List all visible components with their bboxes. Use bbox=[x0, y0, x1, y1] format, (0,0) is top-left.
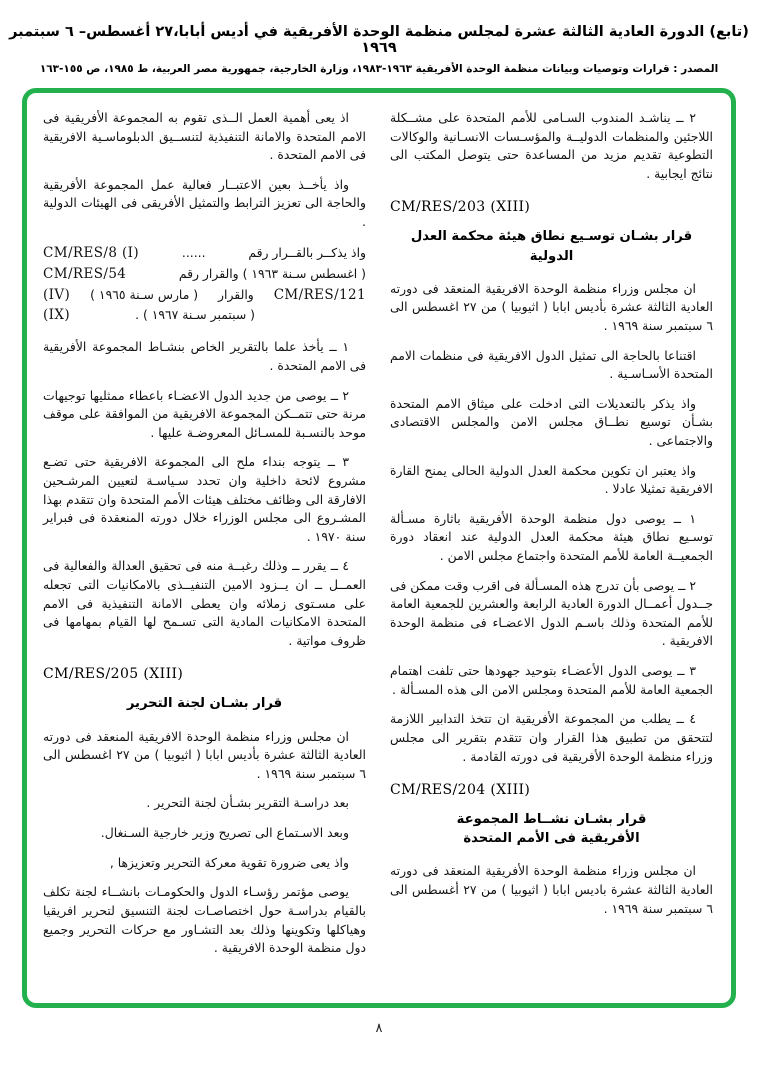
paragraph-operative-4: ٤ ــ يطلب من المجموعة الأفريقية ان تتخذ التدابير اللازمة لتتحقق من تطبيق هذا القرار وان تتقدم بتقرير الى مجلس وزراء منظمة الوحدة الأفريقية فى دورته القادمة . bbox=[390, 711, 713, 764]
resolution-title-line-1: قرار بشـان نشــاط المجموعة bbox=[456, 812, 647, 828]
paragraph-council-session: ان مجلس وزراء منظمة الوحدة الأفريقية المنعقد فى دورته العادية الثالثة عشرة باديس ابابا ( اثيوبيا ) من ٢٧ أغسطس الى ٦ سبتمبر سنة ١٩٦٩ . bbox=[390, 863, 713, 916]
paragraph-preamble: واذ يأخــذ بعين الاعتبــار فعالية عمل المجموعة الأفريقية والحاجة الى تعزيز الترابط والتمثيل الأفريقى فى الهيئات الدولية . bbox=[43, 176, 366, 230]
dots-leader: ...... bbox=[181, 244, 206, 260]
citation-text: واذ يذكــر بالقــرار رقم bbox=[248, 244, 366, 260]
paragraph-preamble: وبعد الاسـتماع الى تصريح وزير خارجية السـنغال. bbox=[100, 825, 349, 841]
paragraph-preamble: واذ يعتبر ان تكوين محكمة العدل الدولية الحالى يمنح القارة الافريقية تمثيلا عادلا . bbox=[390, 462, 713, 497]
paragraph-council-session: ان مجلس وزراء منظمة الوحدة الافريقية المنعقد فى دورته العادية الثالثة عشرة بأديس ابابا ( اثيوبيا ) من ٢٧ اغسطس الى ٦ سبتمبر سنة ١٩٦٩ . bbox=[390, 280, 713, 333]
citation-line bbox=[43, 264, 366, 285]
resolution-title bbox=[390, 810, 713, 848]
resolution-code: CM/RES/54 bbox=[43, 265, 127, 282]
page-number: ٨ bbox=[375, 1021, 383, 1036]
source-citation-line: المصدر : قرارات وتوصيات وبيانات منظمة الوحدة الأفريقية ١٩٦٣-١٩٨٣، وزارة الخارجية، جمهورية مصر العربية، ط ١٩٨٥، ص ١٥٥-١٦٣ bbox=[39, 63, 719, 75]
resolution-title: قرار بشـان لجنة التحرير bbox=[126, 696, 283, 712]
paragraph-council-session: ان مجلس وزراء منظمة الوحدة الافريقية المنعقد فى دورته العادية الثالثة عشرة بأديس ابابا ( اثيوبيا ) من ٢٧ اغسطس الى ٦ سبتمبر سنة ١٩٦٩ . bbox=[43, 728, 366, 781]
resolution-citation-block bbox=[43, 243, 366, 327]
right-column bbox=[390, 109, 713, 993]
citation-text: والقرار bbox=[218, 286, 254, 302]
resolution-code: CM/RES/121 bbox=[273, 286, 366, 303]
citation-text: ( اغسطس سـنة ١٩٦٣ ) والقرار رقم bbox=[178, 265, 366, 281]
resolution-code-cm-res-204: CM/RES/204 (XIII) bbox=[390, 782, 531, 799]
session-title: (تابع) الدورة العادية الثالثة عشرة لمجلس منظمة الوحدة الأفريقية في أديس أبابا،٢٧ أغسطس– ٦ سبتمبر ١٩٦٩ bbox=[9, 24, 749, 56]
resolution-code-cm-res-203: CM/RES/203 (XIII) bbox=[390, 199, 531, 216]
page-footer bbox=[0, 1021, 758, 1036]
page-header bbox=[0, 0, 758, 75]
paragraph-operative-3: ٣ ــ يوصى الدول الأعضـاء بتوحيد جهودها حتى تلفت اهتمام الجمعية العامة للأمم المتحدة ومجلس الامن الى هذه المسـألة . bbox=[390, 663, 713, 697]
citation-text: ( سبتمبر سـنة ١٩٦٧ ) . bbox=[135, 307, 255, 323]
resolution-title: قرار بشـان توسـيع نطاق هيئة محكمة العدل الدولية bbox=[410, 229, 693, 264]
paragraph-operative-4: ٤ ــ يقرر ــ وذلك رغبــة منه فى تحقيق العدالة والفعالية فى العمــل ــ ان يــزود الامين التنفيــذى بالامكانيات التى تجعله على مسـتوى زملائه وان يعطى الامانة التنفيذية فى الامم المتحدة الامكانيات المادية التى تسـمح لها القيام بمهامها فى ظروف مواتية . bbox=[43, 558, 366, 648]
citation-line bbox=[43, 285, 366, 306]
resolution-session-numeral: (IX) bbox=[43, 307, 71, 324]
resolution-code: CM/RES/8 (I) bbox=[43, 244, 140, 261]
paragraph-operative: يوصى مؤتمر رؤسـاء الدول والحكومـات بانشــاء لجنة تكلف بالقيام بدراسـة حول اختصاصـات لجنة التنسيق لتحرير افريقيا وهياكلها وتكوينها وذلك بعد التشـاور مع حركات التحرير وجميع دول منظمة الوحدة الافريقية . bbox=[43, 884, 366, 956]
resolution-title-line-2: الأفريقية فى الأمم المتحدة bbox=[463, 831, 640, 847]
paragraph-operative-2: ٢ ــ يوصى بأن تدرج هذه المسـألة فى اقرب وقت ممكن فى جــدول أعمــال الدورة العادية الرابعة والعشرين للجمعية العامة للأمم المتحدة وذلك باسـم الدول الاعضـاء فى منظمة الوحدة الافريقية . bbox=[390, 577, 713, 649]
paragraph-preamble: اذ يعى أهمية العمل الــذى تقوم به المجموعة الأفريقية فى الامم المتحدة والامانة التنفيذية لتنســيق الدبلوماسـية الافريقية فى الامم المتحدة . bbox=[43, 110, 366, 163]
paragraph-operative-3: ٣ ــ يتوجه بنداء ملح الى المجموعة الافريقية حتى تضـع مشروع لائحة داخلية وان تحدد سـياسـة لتعيين المرشـحين الافارقة الى وظائف مختلف هيئات الأمم المتحدة وان تتقدم بهذا المشـروع الى مجلس الوزراء خلال دورته المنعقدة فى فبراير سنة ١٩٧٠ . bbox=[43, 454, 366, 544]
paragraph-preamble: واذ يعى ضرورة تقوية معركة التحرير وتعزيزها , bbox=[109, 854, 349, 870]
content-frame bbox=[22, 88, 736, 1008]
paragraph-preamble: بعد دراسـة التقرير بشـأن لجنة التحرير . bbox=[146, 795, 349, 811]
citation-text: ( مارس سـنة ١٩٦٥ ) bbox=[90, 286, 199, 302]
paragraph-operative-1: ١ ــ يوصى دول منظمة الوحدة الأفريقية باثارة مسـألة توسـيع نطاق هيئة محكمة العدل الدولية عند انعقاد دورة الجمعيــة العامة للأمم المتحدة واجتماع مجلس الامن . bbox=[390, 510, 713, 564]
paragraph-preamble: اقتناعا بالحاجة الى تمثيل الدول الافريقية فى منظمات الامم المتحدة الأسـاسـية . bbox=[390, 347, 713, 382]
citation-line bbox=[43, 305, 366, 326]
citation-line bbox=[43, 243, 366, 264]
left-column bbox=[43, 109, 366, 993]
resolution-session-numeral: (IV) bbox=[43, 286, 71, 303]
paragraph-operative-2: ٢ ــ يوصى من جديد الدول الاعضـاء باعطاء ممثليها توجيهات مرنة حتى تتمــكن المجموعة الافريقية من الموافقة على موقف موحد بالنسـبة للمسـائل المعروضـة عليها . bbox=[43, 387, 366, 440]
resolution-code-cm-res-205: CM/RES/205 (XIII) bbox=[43, 666, 184, 683]
paragraph-operative-1: ١ ــ يأخذ علما بالتقرير الخاص بنشـاط المجموعة الأفريقية فى الامم المتحدة . bbox=[43, 339, 366, 373]
paragraph-operative-2-continued: ٢ ــ يناشـد المندوب السـامى للأمم المتحدة على مشــكلة اللاجئين والمنظمات الدوليــة والمؤسـسات الانسـانية والوكالات التطوعية تقديم مزيد من المساعدة حتى يتوصل المكتب الى نتائج ايجابية . bbox=[390, 110, 713, 181]
paragraph-preamble: واذ يذكر بالتعديلات التى ادخلت على ميثاق الامم المتحدة بشـأن توسيع نطــاق مجلس الامن والمجلس الاقتصادى والاجتماعى . bbox=[390, 395, 713, 448]
